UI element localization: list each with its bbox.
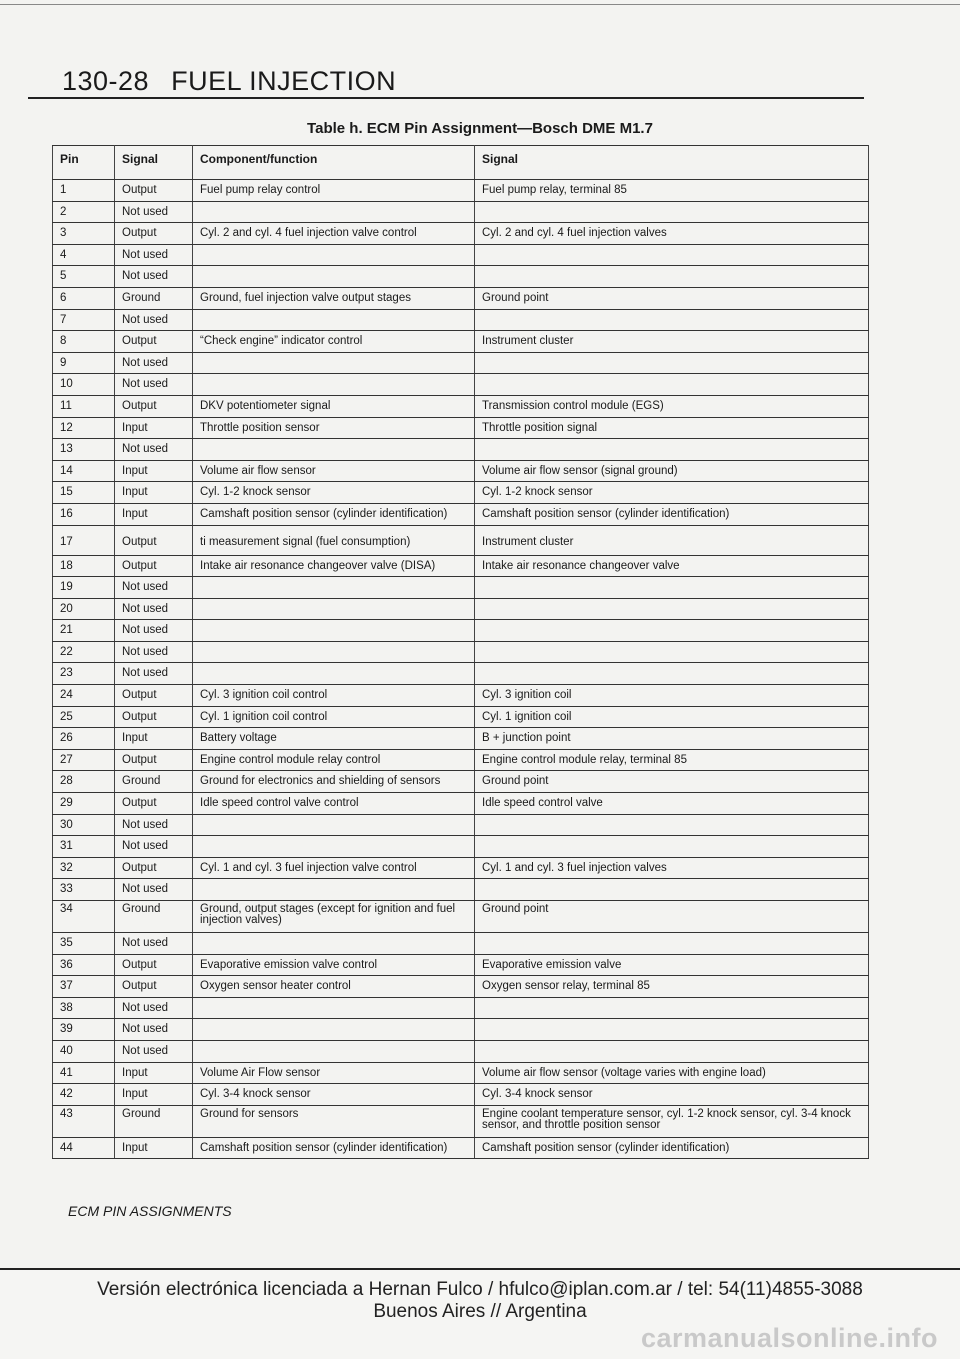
component-cell: “Check engine” indicator control (193, 331, 475, 353)
pin-cell: 40 (53, 1040, 115, 1062)
signal-cell: Input (115, 1137, 193, 1159)
table-row (53, 482, 869, 504)
component-cell: Camshaft position sensor (cylinder identification) (193, 503, 475, 525)
signal-cell: Output (115, 331, 193, 353)
pin-cell: 7 (53, 309, 115, 331)
pin-cell: 9 (53, 352, 115, 374)
signal-dest-cell: Idle speed control valve (475, 793, 869, 815)
table-row (53, 836, 869, 858)
license-line-1: Versión electrónica licenciada a Hernan Fulco / hfulco@iplan.com.ar / tel: 54(11)4855-3088 (97, 1279, 863, 1300)
signal-cell: Output (115, 706, 193, 728)
signal-cell: Output (115, 976, 193, 998)
table-title: Table h. ECM Pin Assignment—Bosch DME M1.7 (307, 120, 653, 137)
signal-dest-cell (475, 1040, 869, 1062)
component-cell (193, 641, 475, 663)
component-cell (193, 1019, 475, 1041)
signal-dest-cell: Cyl. 1 ignition coil (475, 706, 869, 728)
signal-dest-cell (475, 577, 869, 599)
signal-dest-cell: B + junction point (475, 728, 869, 750)
signal-dest-cell: Ground point (475, 287, 869, 309)
component-cell (193, 879, 475, 901)
page-number: 130-28 (62, 66, 150, 96)
component-cell (193, 266, 475, 288)
signal-dest-cell (475, 933, 869, 955)
table-row (53, 685, 869, 707)
table-row (53, 439, 869, 461)
table-row (53, 879, 869, 901)
signal-dest-cell: Camshaft position sensor (cylinder identification) (475, 503, 869, 525)
signal-dest-cell: Engine control module relay, terminal 85 (475, 749, 869, 771)
table-row (53, 309, 869, 331)
signal-cell: Input (115, 1062, 193, 1084)
component-cell: Throttle position sensor (193, 417, 475, 439)
component-cell: Ground for electronics and shielding of sensors (193, 771, 475, 793)
pin-cell: 11 (53, 395, 115, 417)
signal-cell: Input (115, 417, 193, 439)
pin-cell: 20 (53, 598, 115, 620)
table-row (53, 287, 869, 309)
pin-cell: 44 (53, 1137, 115, 1159)
pin-cell: 19 (53, 577, 115, 599)
signal-cell: Ground (115, 1105, 193, 1137)
component-cell: Cyl. 1 ignition coil control (193, 706, 475, 728)
pin-cell: 4 (53, 244, 115, 266)
col-header-signal: Signal (115, 146, 193, 180)
component-cell: Ground, output stages (except for ignition and fuel injection valves) (193, 901, 475, 933)
pin-cell: 1 (53, 180, 115, 202)
signal-cell: Output (115, 180, 193, 202)
signal-dest-cell: Volume air flow sensor (voltage varies with engine load) (475, 1062, 869, 1084)
component-cell (193, 201, 475, 223)
pin-cell: 21 (53, 620, 115, 642)
signal-dest-cell (475, 879, 869, 901)
signal-cell: Input (115, 728, 193, 750)
table-row (53, 525, 869, 555)
pin-cell: 32 (53, 857, 115, 879)
signal-cell: Ground (115, 771, 193, 793)
component-cell (193, 997, 475, 1019)
pin-cell: 10 (53, 374, 115, 396)
signal-cell: Ground (115, 287, 193, 309)
signal-dest-cell: Oxygen sensor relay, terminal 85 (475, 976, 869, 998)
signal-cell: Not used (115, 1019, 193, 1041)
table-row (53, 793, 869, 815)
signal-dest-cell: Transmission control module (EGS) (475, 395, 869, 417)
pin-cell: 37 (53, 976, 115, 998)
component-cell: Idle speed control valve control (193, 793, 475, 815)
signal-dest-cell (475, 201, 869, 223)
signal-dest-cell: Fuel pump relay, terminal 85 (475, 180, 869, 202)
component-cell: Volume Air Flow sensor (193, 1062, 475, 1084)
signal-cell: Not used (115, 352, 193, 374)
pin-cell: 13 (53, 439, 115, 461)
table-row (53, 352, 869, 374)
table-row (53, 771, 869, 793)
pin-cell: 28 (53, 771, 115, 793)
component-cell (193, 244, 475, 266)
signal-dest-cell: Cyl. 1 and cyl. 3 fuel injection valves (475, 857, 869, 879)
signal-cell: Output (115, 685, 193, 707)
license-line-2: Buenos Aires // Argentina (373, 1301, 587, 1322)
table-row (53, 331, 869, 353)
component-cell (193, 1040, 475, 1062)
table-row (53, 620, 869, 642)
signal-dest-cell (475, 374, 869, 396)
table-row (53, 933, 869, 955)
table-row (53, 1105, 869, 1137)
pin-cell: 25 (53, 706, 115, 728)
table-row (53, 814, 869, 836)
signal-dest-cell: Cyl. 3-4 knock sensor (475, 1084, 869, 1106)
pin-cell: 24 (53, 685, 115, 707)
component-cell: Cyl. 2 and cyl. 4 fuel injection valve control (193, 223, 475, 245)
signal-cell: Input (115, 1084, 193, 1106)
component-cell (193, 439, 475, 461)
signal-cell: Not used (115, 814, 193, 836)
signal-cell: Not used (115, 374, 193, 396)
component-cell: Oxygen sensor heater control (193, 976, 475, 998)
table-body (53, 180, 869, 1159)
watermark: carmanualsonline.info (640, 1323, 938, 1353)
signal-dest-cell: Camshaft position sensor (cylinder identification) (475, 1137, 869, 1159)
pin-cell: 5 (53, 266, 115, 288)
component-cell: Ground, fuel injection valve output stages (193, 287, 475, 309)
component-cell (193, 309, 475, 331)
component-cell: Volume air flow sensor (193, 460, 475, 482)
table-row (53, 706, 869, 728)
table-row (53, 954, 869, 976)
table-row (53, 728, 869, 750)
page-header (62, 66, 396, 97)
col-header-component: Component/function (193, 146, 475, 180)
signal-cell: Not used (115, 244, 193, 266)
table-row (53, 1040, 869, 1062)
table-row (53, 1137, 869, 1159)
signal-cell: Not used (115, 641, 193, 663)
signal-dest-cell (475, 439, 869, 461)
signal-cell: Input (115, 503, 193, 525)
signal-cell: Output (115, 793, 193, 815)
table-row (53, 577, 869, 599)
pin-cell: 29 (53, 793, 115, 815)
component-cell (193, 577, 475, 599)
pin-cell: 6 (53, 287, 115, 309)
pin-cell: 41 (53, 1062, 115, 1084)
component-cell (193, 663, 475, 685)
signal-cell: Output (115, 525, 193, 555)
pin-cell: 16 (53, 503, 115, 525)
pin-cell: 35 (53, 933, 115, 955)
pin-cell: 38 (53, 997, 115, 1019)
figure-caption: ECM PIN ASSIGNMENTS (68, 1203, 232, 1219)
pin-cell: 42 (53, 1084, 115, 1106)
component-cell: DKV potentiometer signal (193, 395, 475, 417)
pin-cell: 30 (53, 814, 115, 836)
signal-cell: Not used (115, 309, 193, 331)
pin-cell: 23 (53, 663, 115, 685)
table-row (53, 598, 869, 620)
table-row (53, 663, 869, 685)
table-row (53, 244, 869, 266)
component-cell: Camshaft position sensor (cylinder identification) (193, 1137, 475, 1159)
signal-dest-cell: Volume air flow sensor (signal ground) (475, 460, 869, 482)
signal-dest-cell (475, 352, 869, 374)
component-cell: Engine control module relay control (193, 749, 475, 771)
signal-dest-cell: Throttle position signal (475, 417, 869, 439)
pin-cell: 12 (53, 417, 115, 439)
signal-dest-cell (475, 641, 869, 663)
component-cell (193, 933, 475, 955)
signal-dest-cell (475, 1019, 869, 1041)
table-row (53, 201, 869, 223)
pin-cell: 22 (53, 641, 115, 663)
signal-cell: Not used (115, 933, 193, 955)
table-row (53, 1062, 869, 1084)
signal-cell: Not used (115, 439, 193, 461)
table-row (53, 997, 869, 1019)
signal-dest-cell (475, 266, 869, 288)
signal-dest-cell (475, 620, 869, 642)
signal-cell: Not used (115, 879, 193, 901)
component-cell (193, 620, 475, 642)
signal-dest-cell (475, 598, 869, 620)
signal-cell: Not used (115, 201, 193, 223)
signal-cell: Input (115, 460, 193, 482)
signal-cell: Not used (115, 836, 193, 858)
pin-cell: 27 (53, 749, 115, 771)
header-rule (28, 97, 864, 99)
component-cell: Cyl. 1-2 knock sensor (193, 482, 475, 504)
section-title: FUEL INJECTION (171, 66, 397, 96)
signal-cell: Not used (115, 620, 193, 642)
component-cell: Evaporative emission valve control (193, 954, 475, 976)
table-row (53, 641, 869, 663)
pin-cell: 26 (53, 728, 115, 750)
signal-dest-cell: Instrument cluster (475, 525, 869, 555)
top-edge-line (0, 4, 960, 5)
component-cell (193, 598, 475, 620)
table-row (53, 749, 869, 771)
pin-cell: 14 (53, 460, 115, 482)
signal-dest-cell (475, 244, 869, 266)
table-row (53, 1084, 869, 1106)
col-header-signal-dest: Signal (475, 146, 869, 180)
signal-dest-cell: Evaporative emission valve (475, 954, 869, 976)
pin-cell: 3 (53, 223, 115, 245)
signal-cell: Ground (115, 901, 193, 933)
component-cell: Intake air resonance changeover valve (DISA) (193, 555, 475, 577)
component-cell: Battery voltage (193, 728, 475, 750)
component-cell (193, 836, 475, 858)
table-row (53, 503, 869, 525)
pin-cell: 8 (53, 331, 115, 353)
table-row (53, 395, 869, 417)
signal-cell: Output (115, 954, 193, 976)
signal-dest-cell (475, 663, 869, 685)
table-row (53, 223, 869, 245)
signal-dest-cell: Cyl. 2 and cyl. 4 fuel injection valves (475, 223, 869, 245)
table-row (53, 555, 869, 577)
signal-cell: Not used (115, 577, 193, 599)
signal-cell: Output (115, 857, 193, 879)
pin-cell: 15 (53, 482, 115, 504)
component-cell (193, 352, 475, 374)
component-cell: Cyl. 3-4 knock sensor (193, 1084, 475, 1106)
pin-cell: 33 (53, 879, 115, 901)
signal-cell: Not used (115, 1040, 193, 1062)
table-row (53, 266, 869, 288)
table-row (53, 901, 869, 933)
signal-cell: Output (115, 223, 193, 245)
signal-cell: Output (115, 749, 193, 771)
table-row (53, 417, 869, 439)
table-header-row (53, 146, 869, 180)
table-row (53, 1019, 869, 1041)
table-row (53, 976, 869, 998)
signal-dest-cell (475, 836, 869, 858)
pin-cell: 18 (53, 555, 115, 577)
signal-dest-cell: Cyl. 1-2 knock sensor (475, 482, 869, 504)
table-row (53, 180, 869, 202)
signal-dest-cell: Engine coolant temperature sensor, cyl. 1-2 knock sensor, cyl. 3-4 knock sensor, and throttle position sensor (475, 1105, 869, 1137)
signal-cell: Output (115, 395, 193, 417)
pin-cell: 17 (53, 525, 115, 555)
signal-dest-cell: Instrument cluster (475, 331, 869, 353)
pin-cell: 39 (53, 1019, 115, 1041)
signal-dest-cell: Cyl. 3 ignition coil (475, 685, 869, 707)
signal-dest-cell (475, 309, 869, 331)
component-cell: Cyl. 1 and cyl. 3 fuel injection valve control (193, 857, 475, 879)
signal-dest-cell (475, 814, 869, 836)
signal-dest-cell: Ground point (475, 901, 869, 933)
component-cell: Ground for sensors (193, 1105, 475, 1137)
signal-dest-cell: Intake air resonance changeover valve (475, 555, 869, 577)
col-header-pin: Pin (53, 146, 115, 180)
table-row (53, 374, 869, 396)
component-cell: ti measurement signal (fuel consumption) (193, 525, 475, 555)
signal-dest-cell: Ground point (475, 771, 869, 793)
table-row (53, 460, 869, 482)
component-cell: Fuel pump relay control (193, 180, 475, 202)
pin-cell: 2 (53, 201, 115, 223)
table-row (53, 857, 869, 879)
component-cell (193, 814, 475, 836)
signal-cell: Not used (115, 997, 193, 1019)
signal-cell: Not used (115, 663, 193, 685)
signal-cell: Not used (115, 266, 193, 288)
pin-cell: 36 (53, 954, 115, 976)
signal-dest-cell (475, 997, 869, 1019)
signal-cell: Not used (115, 598, 193, 620)
pin-cell: 31 (53, 836, 115, 858)
component-cell: Cyl. 3 ignition coil control (193, 685, 475, 707)
ecm-pin-table (52, 145, 869, 1159)
pin-cell: 34 (53, 901, 115, 933)
component-cell (193, 374, 475, 396)
signal-cell: Input (115, 482, 193, 504)
pin-cell: 43 (53, 1105, 115, 1137)
signal-cell: Output (115, 555, 193, 577)
